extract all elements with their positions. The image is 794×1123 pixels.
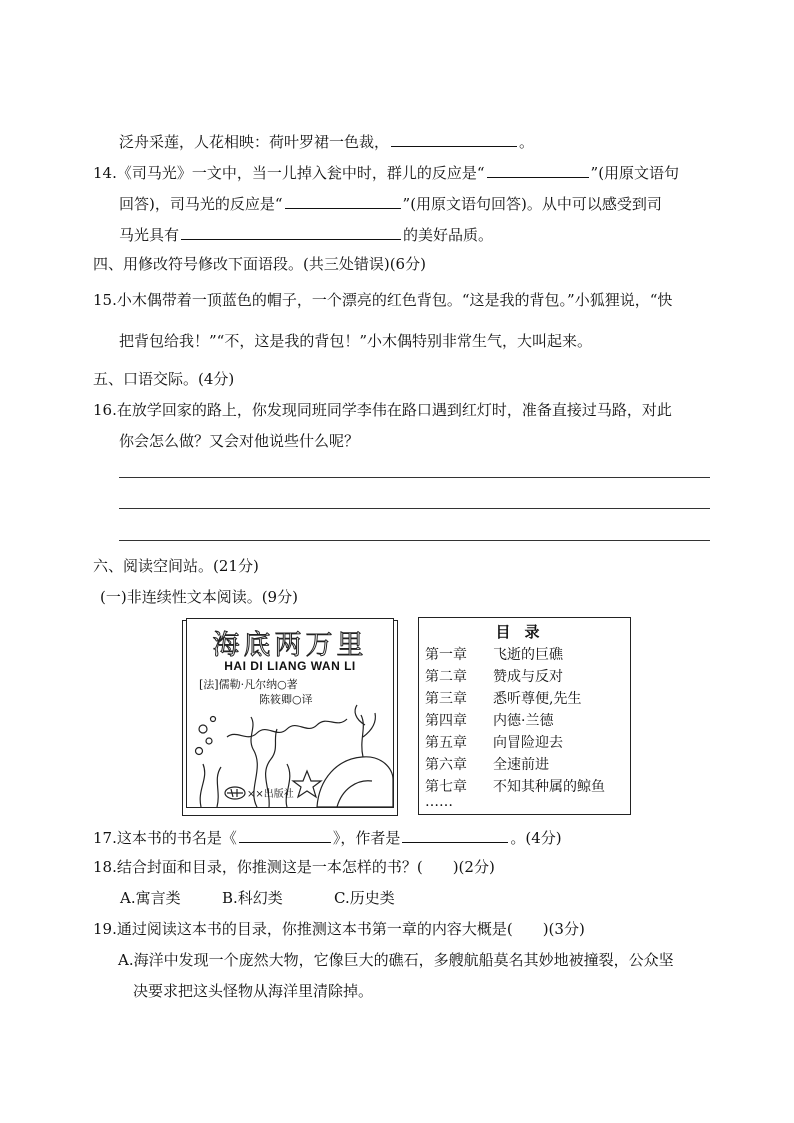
- q13-answer-blank[interactable]: [391, 130, 517, 147]
- section6-subheading: (一)非连续性文本阅读。(9分): [100, 588, 298, 606]
- book-cover-publisher: ××出版社: [247, 789, 294, 800]
- toc-row: [425, 644, 563, 664]
- q17-text-a: 17.这本书的书名是《: [93, 829, 237, 847]
- answer-line-3[interactable]: [119, 540, 710, 541]
- table-of-contents: [418, 617, 631, 815]
- q14-blank-simaguang[interactable]: [285, 192, 401, 209]
- q14-line1: [93, 161, 679, 183]
- q17-text-b: 》，作者是: [332, 829, 401, 847]
- q14-line2: [119, 192, 662, 214]
- toc-chapter-number: 第三章: [425, 691, 467, 707]
- toc-row: [425, 666, 563, 686]
- toc-chapter-name: 不知其种属的鲸鱼: [493, 779, 605, 795]
- toc-row: [425, 688, 581, 708]
- q17-blank-author[interactable]: [402, 826, 508, 843]
- section5-heading: 五、口语交际。(4分): [93, 370, 235, 388]
- q18-stem: 18.结合封面和目录，你推测这是一本怎样的书？( )(2分): [93, 858, 495, 876]
- q15-line1: 15.小木偶带着一顶蓝色的帽子，一个漂亮的红色背包。“这是我的背包。”小狐狸说，“快: [93, 291, 673, 309]
- q18-option-c[interactable]: C.历史类: [334, 889, 395, 907]
- toc-chapter-name: 内德·兰德: [493, 713, 554, 729]
- toc-chapter-name: 飞逝的巨礁: [493, 647, 563, 663]
- toc-row: [425, 710, 553, 730]
- q14-line2-text-a: 回答)，司马光的反应是“: [119, 195, 283, 213]
- book-cover-title: 海底两万里: [212, 630, 368, 661]
- toc-row: [425, 754, 549, 774]
- q13-text: 泛舟采莲，人花相映：荷叶罗裙一色裁，: [119, 133, 390, 151]
- q14-line3-text-a: 马光具有: [119, 226, 180, 244]
- book-cover-pinyin: HAI DI LIANG WAN LI: [224, 659, 356, 673]
- toc-chapter-name: 赞成与反对: [493, 669, 563, 685]
- q17-blank-title[interactable]: [239, 826, 331, 843]
- q14-blank-quality[interactable]: [181, 223, 401, 240]
- q17-text-c: 。(4分): [510, 829, 562, 847]
- toc-title: 目录: [495, 623, 554, 641]
- q17: [93, 826, 562, 848]
- toc-chapter-number: 第五章: [425, 735, 467, 751]
- q18-option-b[interactable]: B.科幻类: [222, 889, 283, 907]
- toc-chapter-name: 悉听尊便,先生: [493, 691, 582, 707]
- book-cover: [186, 618, 394, 808]
- toc-chapter-number: 第六章: [425, 757, 467, 773]
- q16-line1: 16.在放学回家的路上，你发现同班同学李伟在路口遇到红灯时，准备直接过马路，对此: [93, 401, 672, 419]
- toc-chapter-name: 向冒险迎去: [493, 735, 563, 751]
- q14-line1-text-b: ”(用原文语句: [590, 164, 680, 182]
- answer-line-1[interactable]: [119, 477, 710, 478]
- q14-line1-text-a: 14.《司马光》一文中，当一儿掉入瓮中时，群儿的反应是“: [93, 164, 485, 182]
- q19-stem: 19.通过阅读这本书的目录，你推测这本书第一章的内容大概是( )(3分): [93, 920, 585, 938]
- q19-option-a-line2: 决要求把这头怪物从海洋里清除掉。: [133, 982, 374, 1000]
- q18-option-a[interactable]: A.寓言类: [120, 889, 181, 907]
- answer-line-2[interactable]: [119, 508, 710, 509]
- q14-blank-qun-er[interactable]: [487, 161, 589, 178]
- toc-chapter-name: 全速前进: [493, 757, 549, 773]
- toc-row: [425, 776, 605, 796]
- toc-chapter-number: 第七章: [425, 779, 467, 795]
- q15-line2: 把背包给我！”“不，这是我的背包！”小木偶特别非常生气，大叫起来。: [119, 332, 593, 350]
- toc-chapter-number: 第一章: [425, 647, 467, 663]
- toc-chapter-number: 第四章: [425, 713, 467, 729]
- q19-option-a-line1[interactable]: A.海洋中发现一个庞然大物，它像巨大的礁石，多艘航船莫名其妙地被撞裂，公众坚: [118, 951, 674, 969]
- q14-line3-text-b: 的美好品质。: [403, 226, 494, 244]
- q13-end: 。: [519, 133, 535, 151]
- toc-row: [425, 732, 563, 752]
- q14-line2-text-b: ”(用原文语句回答)。从中可以感受到司: [402, 195, 662, 213]
- book-cover-author: [法]儒勒·凡尔纳○著: [199, 678, 298, 691]
- section6-heading: 六、阅读空间站。(21分): [93, 557, 259, 575]
- section4-heading: 四、用修改符号修改下面语段。(共三处错误)(6分): [93, 255, 426, 273]
- q14-line3: [119, 223, 493, 245]
- toc-chapter-number: 第二章: [425, 669, 467, 685]
- toc-more: ……: [425, 794, 453, 810]
- book-cover-translator: 陈筱卿○译: [259, 693, 313, 706]
- q16-line2: 你会怎么做？又会对他说些什么呢？: [119, 432, 360, 450]
- q13-tail: [119, 130, 534, 152]
